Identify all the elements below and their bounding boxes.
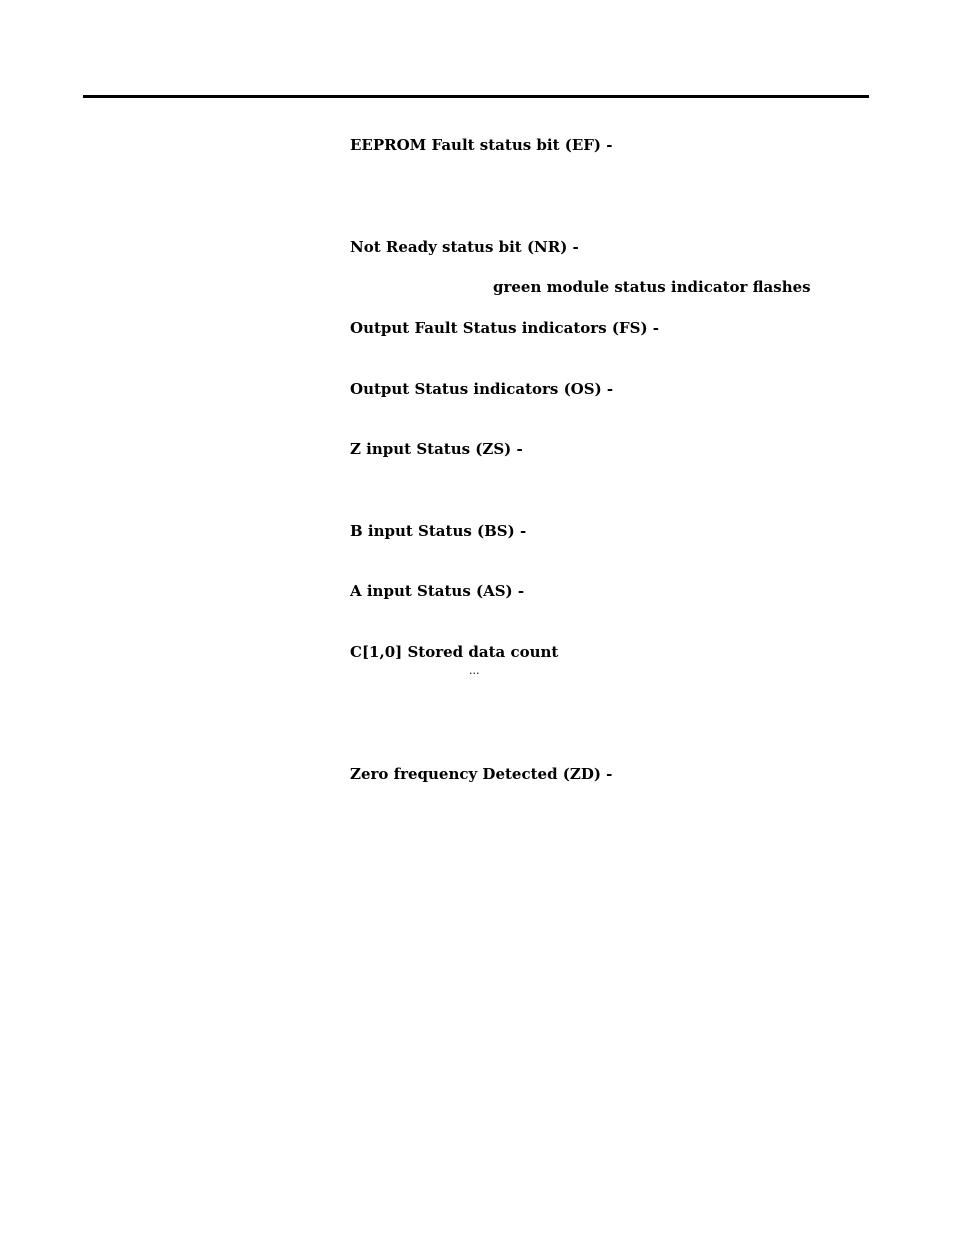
term-output-fault-status: Output Fault Status indicators (FS) - bbox=[350, 319, 660, 337]
term-a-input-status: A input Status (AS) - bbox=[350, 582, 525, 600]
header-rule bbox=[83, 95, 869, 98]
term-output-status: Output Status indicators (OS) - bbox=[350, 380, 614, 398]
term-b-input-status: B input Status (BS) - bbox=[350, 522, 527, 540]
term-eeprom-fault: EEPROM Fault status bit (EF) - bbox=[350, 136, 613, 154]
term-not-ready: Not Ready status bit (NR) - bbox=[350, 238, 579, 256]
stored-data-count-ellipsis: ... bbox=[469, 664, 480, 677]
term-z-input-status: Z input Status (ZS) - bbox=[350, 440, 523, 458]
not-ready-note: green module status indicator flashes bbox=[493, 278, 811, 296]
term-zero-frequency-detected: Zero frequency Detected (ZD) - bbox=[350, 765, 613, 783]
term-stored-data-count: C[1,0] Stored data count bbox=[350, 643, 559, 661]
